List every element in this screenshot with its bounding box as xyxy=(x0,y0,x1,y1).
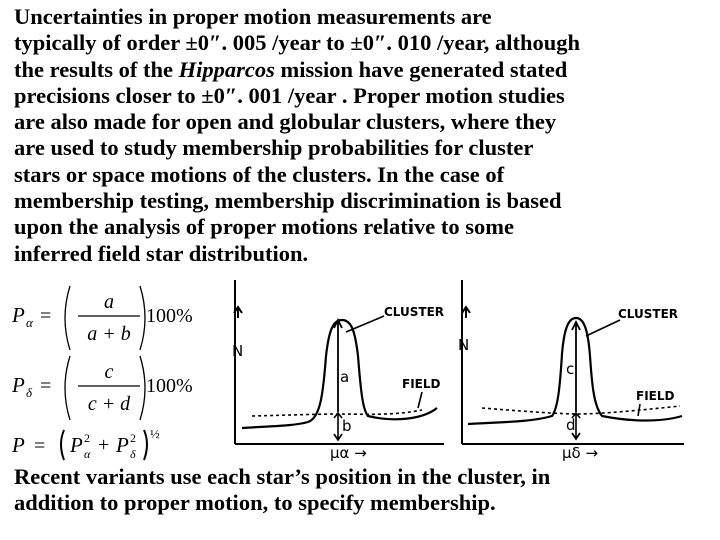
eq-sub: δ xyxy=(26,385,33,400)
cluster-label: CLUSTER xyxy=(618,307,679,321)
eq-sub: δ xyxy=(130,447,136,461)
intro-line xyxy=(14,57,714,83)
intro-line: upon the analysis of proper motions relative to some xyxy=(14,214,515,240)
eq-term: P xyxy=(116,433,129,457)
peak-label: c xyxy=(566,360,575,378)
eq-percent: 100% xyxy=(146,305,193,327)
intro-line: inferred field star distribution. xyxy=(14,240,309,266)
intro-line: membership testing, membership discrimination is based xyxy=(14,188,562,214)
eq-lhs: P xyxy=(12,303,25,327)
field-pointer xyxy=(638,404,640,416)
equation-p-alpha xyxy=(8,278,218,358)
left-paren xyxy=(61,430,64,460)
eq-equals: = xyxy=(40,375,52,397)
field-baseline-dashed xyxy=(482,406,680,414)
eq-lhs: P xyxy=(12,373,25,397)
eq-denominator: a + b xyxy=(87,323,131,345)
intro-paragraph xyxy=(14,4,714,267)
intro-line: Uncertainties in proper motion measurements are xyxy=(14,4,492,29)
left-paren xyxy=(65,356,70,420)
outro-line: addition to proper motion, to specify membership. xyxy=(14,490,496,516)
figure-mu-delta xyxy=(452,276,692,462)
eq-square: 2 xyxy=(84,431,90,445)
base-label: d xyxy=(566,416,576,434)
field-pointer xyxy=(418,392,422,408)
eq-equals: = xyxy=(34,435,46,457)
right-paren xyxy=(140,356,145,420)
eq-square: 2 xyxy=(130,431,136,445)
cluster-label: CLUSTER xyxy=(384,305,445,319)
distribution-curve xyxy=(468,318,682,424)
base-label: b xyxy=(342,417,352,435)
eq-equals: = xyxy=(40,305,52,327)
eq-exponent: ½ xyxy=(150,426,160,441)
closing-paragraph xyxy=(14,464,714,517)
peak-arrow xyxy=(334,320,342,412)
base-arrow xyxy=(334,413,342,440)
eq-denominator: c + d xyxy=(87,393,131,415)
eq-percent: 100% xyxy=(146,375,193,397)
eq-numerator: a xyxy=(104,291,114,313)
right-paren xyxy=(140,286,145,350)
left-paren xyxy=(65,286,70,350)
peak-label: a xyxy=(340,368,350,386)
eq-lhs: P xyxy=(12,433,25,457)
eq-term: P xyxy=(70,433,83,457)
eq-sub: α xyxy=(84,447,91,461)
eq-sub: α xyxy=(26,315,33,330)
outro-line: Recent variants use each star’s position in the cluster, in xyxy=(14,464,551,489)
up-arrow-icon xyxy=(462,307,470,318)
y-axis-label: N xyxy=(232,342,244,360)
cluster-pointer xyxy=(586,320,620,336)
x-axis-label: μα → xyxy=(330,444,367,462)
right-paren xyxy=(144,430,147,460)
figure-mu-alpha xyxy=(222,276,450,462)
cluster-pointer xyxy=(346,316,384,332)
field-label: FIELD xyxy=(636,389,675,403)
field-label: FIELD xyxy=(402,377,441,391)
eq-plus: + xyxy=(98,434,110,456)
intro-text: the results of the xyxy=(14,56,179,82)
y-axis-label: N xyxy=(458,336,470,354)
equation-p-total xyxy=(8,420,218,464)
intro-line: typically of order ±0″. 005 /year to ±0″. 010 /year, although xyxy=(14,30,580,56)
intro-line: stars or space motions of the clusters. In the case of xyxy=(14,161,505,187)
intro-line: are also made for open and globular clusters, where they xyxy=(14,109,557,135)
eq-numerator: c xyxy=(104,361,114,383)
intro-line: precisions closer to ±0″. 001 /year . Proper motion studies xyxy=(14,82,565,108)
intro-text: mission have generated stated xyxy=(274,56,568,82)
x-axis-label: μδ → xyxy=(562,444,599,462)
intro-line: are used to study membership probabilities for cluster xyxy=(14,135,534,161)
hipparcos-italic: Hipparcos xyxy=(178,56,275,82)
